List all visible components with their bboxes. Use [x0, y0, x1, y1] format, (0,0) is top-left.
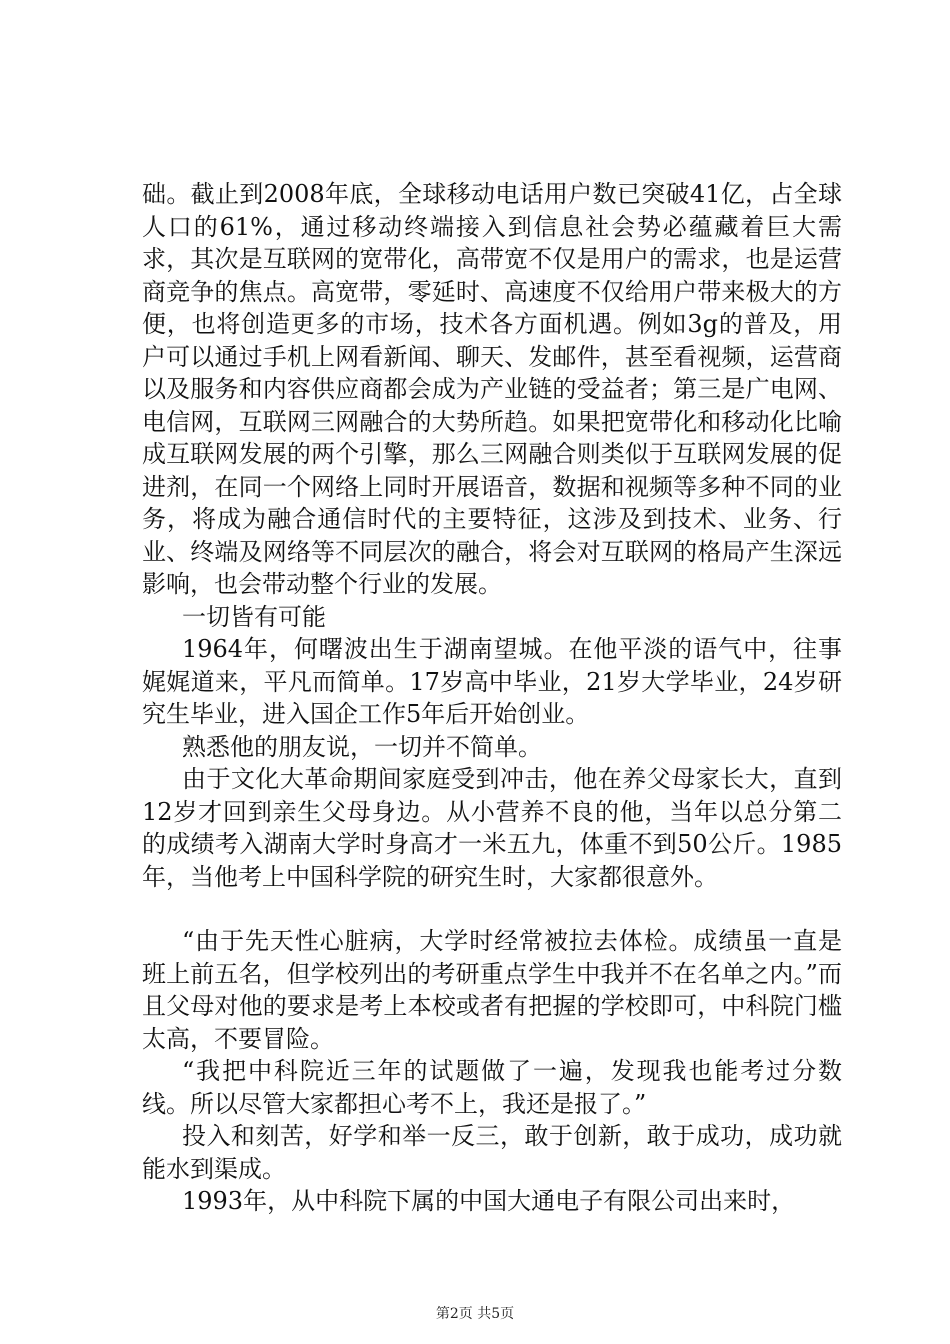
paragraph-1993: 1993年，从中科院下属的中国大通电子有限公司出来时， — [182, 1187, 796, 1215]
paragraph-diligence: 投入和刻苦，好学和举一反三，敢于创新，敢于成功，成功就能水到渠成。 — [142, 1122, 842, 1183]
paragraph-childhood: 由于文化大革命期间家庭受到冲击，他在养父母家长大，直到12岁才回到亲生父母身边。从小营养不良的他，当年以总分第二的成绩考入湖南大学时身高才一米五九，体重不到50公斤。1985年，当他考上中国科学院的研究生时，大家都很意外。 — [142, 765, 842, 891]
paragraph-quote-health: “由于先天性心脏病，大学时经常被拉去体检。成绩虽一直是班上前五名，但学校列出的考研重点学生中我并不在名单之内。”而且父母对他的要求是考上本校或者有把握的学校即可，中科院门槛太高，不要冒险。 — [142, 927, 842, 1053]
paragraph-friends: 熟悉他的朋友说，一切并不简单。 — [182, 732, 542, 761]
document-body — [142, 178, 842, 1218]
paragraph-telecom-trends: 础。截止到2008年底，全球移动电话用户数已突破41亿，占全球人口的61%，通过移动终端接入到信息社会势必蕴藏着巨大需求，其次是互联网的宽带化，高带宽不仅是用户的需求，也是运营商竞争的焦点。高宽带，零延时、高速度不仅给用户带来极大的方便，也将创造更多的市场，技术各方面机遇。例如3g的普及，用户可以通过手机上网看新闻、聊天、发邮件，甚至看视频，运营商以及服务和内容供应商都会成为产业链的受益者；第三是广电网、电信网，互联网三网融合的大势所趋。如果把宽带化和移动化比喻成互联网发展的两个引擎，那么三网融合则类似于互联网发展的促进剂，在同一个网络上同时开展语音，数据和视频等多种不同的业务，将成为融合通信时代的主要特征，这涉及到技术、业务、行业、终端及网络等不同层次的融合，将会对互联网的格局产生深远影响，也会带动整个行业的发展。 — [142, 180, 842, 598]
page-number: 第2页 共5页 — [435, 1306, 515, 1322]
section-heading: 一切皆有可能 — [182, 602, 326, 631]
paragraph-birth: 1964年，何曙波出生于湖南望城。在他平淡的语气中，往事娓娓道来，平凡而简单。17岁高中毕业，21岁大学毕业，24岁研究生毕业，进入国企工作5年后开始创业。 — [142, 635, 842, 728]
paragraph-quote-exam: “我把中科院近三年的试题做了一遍，发现我也能考过分数线。所以尽管大家都担心考不上，我还是报了。” — [142, 1057, 842, 1118]
